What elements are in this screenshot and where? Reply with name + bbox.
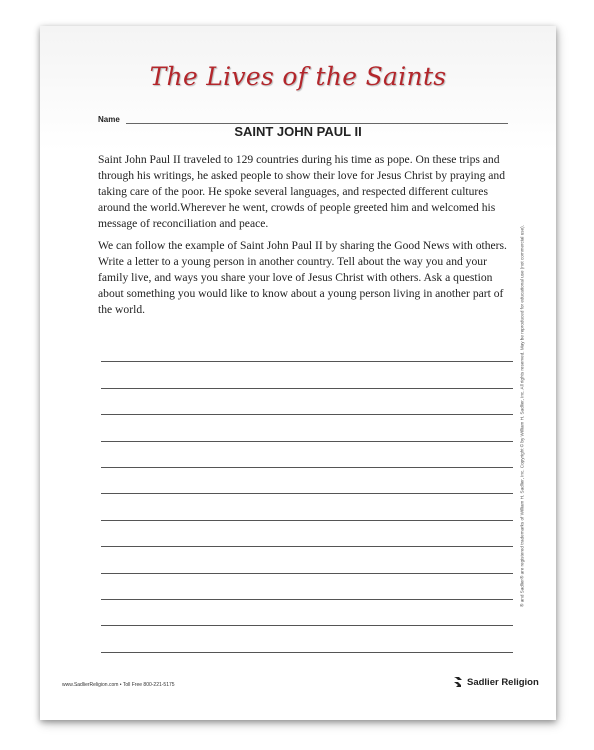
banner-title: The Lives of the Saints [149,62,447,91]
page-title: SAINT JOHN PAUL II [234,124,362,139]
publisher-name: Sadlier Religion [467,676,539,688]
instructions-paragraph: We can follow the example of Saint John Paul II by sharing the Good News with others. Write a letter to a young person in another country. Tell about the way you and your family live, and ways you share your love of Jesus Christ with others. Ask a question about something you would like to know about a young person living in another part of the world. [98,239,507,316]
name-field-row [98,112,508,124]
writing-line[interactable] [101,389,513,415]
sadlier-logo-icon [452,676,464,688]
copyright-notice: ® and Sadlier® are registered trademarks of William H. Sadlier, Inc. Copyright © by William H. Sadlier, Inc. All rights reserved. May be reproduced for educational use (not commercial use). [519,225,525,607]
writing-line[interactable] [101,626,513,652]
writing-line[interactable] [101,494,513,520]
writing-line[interactable] [101,547,513,573]
publisher-logo [452,676,539,688]
writing-line[interactable] [101,336,513,362]
writing-lines [101,336,513,653]
footer-contact: www.SadlierReligion.com • Toll Free 800-221-5175 [62,682,175,688]
writing-line[interactable] [101,521,513,547]
writing-line[interactable] [101,415,513,441]
writing-line[interactable] [101,468,513,494]
name-label: Name [98,115,120,124]
writing-line[interactable] [101,574,513,600]
name-line[interactable] [126,115,508,124]
worksheet-page [40,26,556,720]
intro-paragraph: Saint John Paul II traveled to 129 countries during his time as pope. On these trips and through his writings, he asked people to show their love for Jesus Christ by praying and taking care of the poor. He spoke several languages, and respected different cultures around the world.Wherever he went, crowds of people greeted him and welcomed his message of reconciliation and peace. [98,153,506,230]
writing-line[interactable] [101,600,513,626]
writing-line[interactable] [101,442,513,468]
writing-line[interactable] [101,362,513,388]
